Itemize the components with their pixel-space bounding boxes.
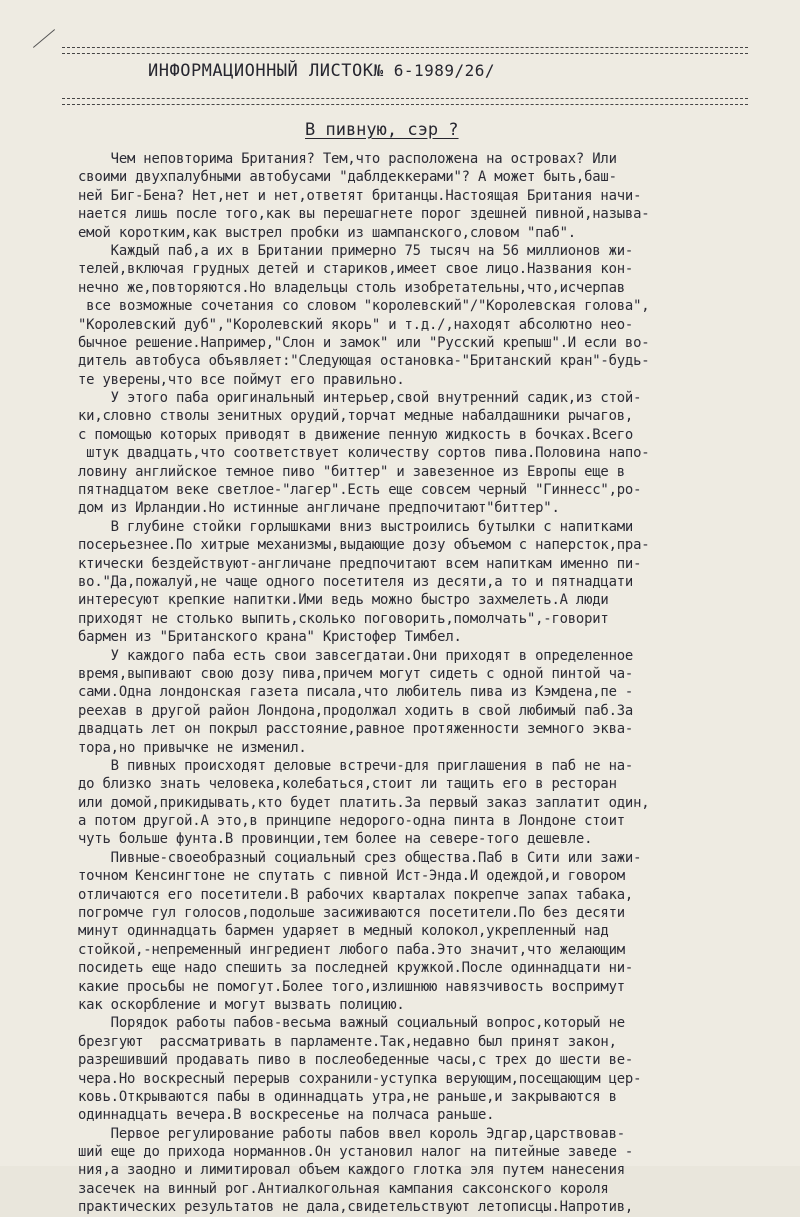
masthead-issue: № 6-1989/26/: [373, 61, 496, 80]
article-line: отличаются его посетители.В рабочих кварталах покрепче запах табака,: [78, 886, 634, 903]
article-line: брезгуют рассматривать в парламенте.Так,недавно был принят закон,: [78, 1033, 617, 1050]
article-line: емой коротким,как выстрел пробки из шампанского,словом "паб".: [78, 224, 576, 241]
article-line: какие просьбы не помогут.Более того,излишнюю навязчивость воспримут: [78, 978, 625, 995]
article-line: Чем неповторима Британия? Тем,что расположена на островах? Или: [78, 151, 617, 167]
article-line: тора,но привычке не изменил.: [78, 739, 307, 756]
article-line: минут одиннадцать бармен ударяет в медный колокол,укрепленный над: [78, 923, 609, 940]
article-line: У этого паба оригинальный интерьер,свой внутренний садик,из стой-: [78, 390, 642, 407]
article-line: до близко знать человека,колебаться,стоит ли тащить его в ресторан: [78, 776, 617, 793]
article-line: дом из Ирландии.Но истинные англичане предпочитают"биттер".: [78, 500, 560, 517]
article-line: У каждого паба есть свои завсегдатаи.Они приходят в определенное: [78, 647, 634, 664]
masthead: [148, 61, 748, 81]
article-line: ния,а заодно и лимитировал объем каждого глотка эля путем нанесения: [78, 1162, 625, 1179]
article-line: "Королевский дуб","Королевский якорь" и т.д./,находят абсолютно нео-: [78, 316, 634, 333]
article-body: [78, 150, 758, 1217]
article-line: двадцать лет он покрыл расстояние,равное протяженности земного эква-: [78, 721, 634, 738]
article-line: бармен из "Британского крана" Кристофер Тимбел.: [78, 629, 462, 646]
article-line: нечно же,повторяются.Но владельцы столь изобретательны,что,исчерпав: [78, 279, 625, 296]
article-line: те уверены,что все поймут его правильно.: [78, 371, 405, 388]
article-line: дитель автобуса объявляет:"Следующая остановка-"Британский кран"-будь-: [78, 353, 650, 370]
article-line: во."Да,пожалуй,не чаще одного посетителя из десяти,а то и пятнадцати: [78, 573, 634, 590]
article-line: чуть больше фунта.В провинции,тем более на севере-того дешевле.: [78, 831, 593, 848]
article-line: пятнадцатом веке светлое-"лагер".Есть еще совсем черный "Гиннесс",ро-: [78, 482, 642, 499]
article-line: реехав в другой район Лондона,продолжал ходить в свой любимый паб.За: [78, 702, 634, 719]
article-line: ктически бездействуют-англичане предпочитают всем напиткам именно пи-: [78, 555, 642, 572]
article-line: ловину английское темное пиво "биттер" и завезенное из Европы еще в: [78, 463, 625, 480]
article-line: разрешивший продавать пиво в послеобеденные часы,с трех до шести ве-: [78, 1052, 634, 1069]
article-line: погромче гул голосов,подольше засиживаются посетители.По без десяти: [78, 905, 625, 922]
article-line: В пивных происходят деловые встречи-для приглашения в паб не на-: [78, 757, 634, 774]
article-line: Порядок работы пабов-весьма важный социальный вопрос,который не: [78, 1015, 625, 1032]
article-line: ший еще до прихода норманнов.Он установил налог на питейные заведе -: [78, 1144, 634, 1161]
article-line: с помощью которых приводят в движение пенную жидкость в бочках.Всего: [78, 426, 634, 443]
header-rule-bottom: [62, 98, 748, 105]
article-line: посидеть еще надо спешить за последней кружкой.После одиннадцати ни-: [78, 960, 634, 977]
article-line: приходят не столько выпить,сколько поговорить,помолчать",-говорит: [78, 610, 609, 627]
article-line: ки,словно стволы зенитных орудий,торчат медные набалдашники рычагов,: [78, 408, 634, 425]
article-line: чера.Но воскресный перерыв сохранили-уступка верующим,посещающим цер-: [78, 1070, 642, 1087]
article-line: ней Биг-Бена? Нет,нет и нет,ответят британцы.Настоящая Британия начи-: [78, 187, 642, 204]
article-line: точном Кенсингтоне не спутать с пивной Ист-Энда.И одеждой,и говором: [78, 868, 625, 885]
article-line: засечек на винный рог.Антиалкогольная кампания саксонского короля: [78, 1180, 609, 1197]
article-line: Каждый паб,а их в Британии примерно 75 тысяч на 56 миллионов жи-: [78, 242, 634, 259]
article-line: стойкой,-непременный ингредиент любого паба.Это значит,что желающим: [78, 941, 625, 958]
article-line: Первое регулирование работы пабов ввел король Эдгар,царствовав-: [78, 1125, 625, 1142]
article-line: В глубине стойки горлышками вниз выстроились бутылки с напитками: [78, 518, 634, 535]
article-line: интересуют крепкие напитки.Ими ведь можно быстро захмелеть.А люди: [78, 592, 609, 609]
article-title: В пивную, сэр ?: [305, 120, 459, 140]
article-line: все возможные сочетания со словом "королевский"/"Королевская голова",: [78, 298, 650, 315]
article-line: практических результатов не дала,свидетельствуют летописцы.Напротив,: [78, 1199, 634, 1216]
article-line: как оскорбление и могут вызвать полицию.: [78, 996, 405, 1013]
article-line: штук двадцать,что соответствует количеству сортов пива.Половина напо-: [78, 445, 650, 462]
article-line: бычное решение.Например,"Слон и замок" или "Русский крепыш".И если во-: [78, 334, 650, 351]
article-line: телей,включая грудных детей и стариков,имеет свое лицо.Названия кон-: [78, 261, 634, 278]
article-line: своими двухпалубными автобусами "даблдеккерами"? А может быть,баш-: [78, 169, 617, 186]
article-line: а потом другой.А это,в принципе недорого-одна пинта в Лондоне стоит: [78, 813, 625, 830]
pencil-mark: [33, 29, 55, 48]
article-line: нается лишь после того,как вы перешагнете порог здешней пивной,называ-: [78, 206, 650, 223]
article-line: Пивные-своеобразный социальный срез общества.Паб в Сити или зажи-: [78, 849, 642, 866]
article-line: сами.Одна лондонская газета писала,что любитель пива из Кэмдена,пе -: [78, 684, 634, 701]
header-rule-top: [62, 47, 748, 54]
article-line: или домой,прикидывать,кто будет платить.За первый заказ заплатит один,: [78, 794, 650, 811]
article-line: ковь.Открываются пабы в одиннадцать утра,не раньше,и закрываются в: [78, 1088, 617, 1105]
article-line: посерьезнее.По хитрые механизмы,выдающие дозу объемом с наперсток,пра-: [78, 537, 650, 554]
masthead-title: ИНФОРМАЦИОННЫЙ ЛИСТОК: [148, 61, 374, 81]
article-line: одиннадцать вечера.В воскресенье на полчаса раньше.: [78, 1107, 495, 1124]
article-line: время,выпивают свою дозу пива,причем могут сидеть с одной пинтой ча-: [78, 665, 634, 682]
